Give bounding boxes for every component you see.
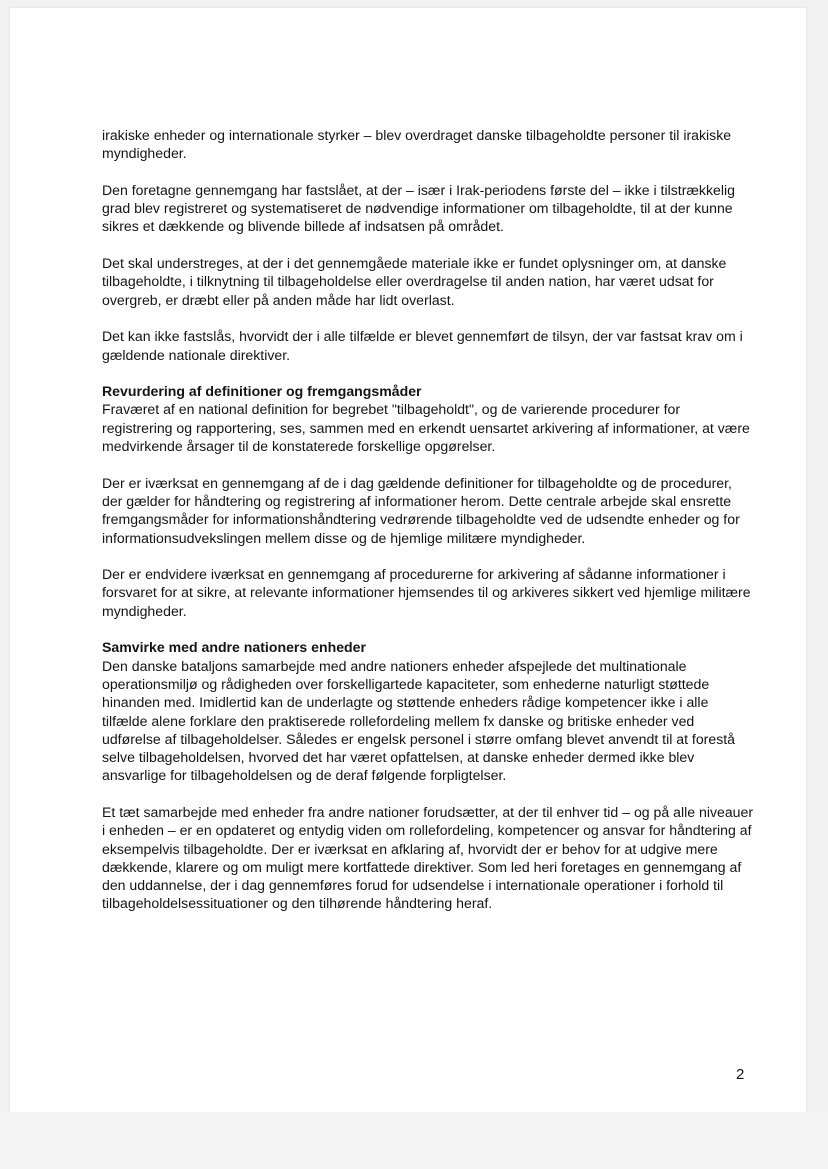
scan-margin bbox=[0, 1112, 828, 1169]
section-heading-samvirke: Samvirke med andre nationers enheder bbox=[102, 639, 366, 656]
paragraph-9: Et tæt samarbejde med enheder fra andre nationer forudsætter, at der til enhver tid – og på alle niveauer i enheden – er en opdateret og entydig viden om rollefordeling, kompetencer og ansvar for håndtering af eksempelvis tilbageholdte. Der er iværksat en afklaring af, hvorvidt der er behov for at udgive mere dækkende, klarere og om muligt mere kortfattede direktiver. Som led heri foretages en gennemgang af den uddannelse, der i dag gennemføres forud for udsendelse i internationale operationer i forhold til tilbageholdelsessituationer og den tilhørende håndtering heraf. bbox=[102, 803, 754, 912]
paragraph-8: Den danske bataljons samarbejde med andre nationers enheder afspejlede det multinationale operationsmiljø og rådigheden over forskelligartede kapaciteter, som enhederne naturligt støttede hinanden med. Imidlertid kan de underlagte og støttende enheders rådige kompetencer ikke i alle tilfælde alene forklare den praktiserede rollefordeling mellem fx danske og britiske enheder ved udførelse af tilbageholdelser. Således er engelsk personel i større omfang blevet anvendt til at forestå selve tilbageholdelsen, hvorved det har været opfattelsen, at danske enheder dermed ikke blev ansvarlige for tilbageholdelsen og de deraf følgende forpligtelser. bbox=[102, 657, 736, 784]
paragraph-4: Det kan ikke fastslås, hvorvidt der i alle tilfælde er blevet gennemført de tilsyn, der var fastsat krav om i gældende nationale direktiver. bbox=[102, 328, 743, 363]
paragraph-2: Den foretagne gennemgang har fastslået, at der – især i Irak-periodens første del – ikke i tilstrækkelig grad blev registreret og systematiseret de nødvendige informationer om tilbageholdte, til at der kunne sikres et dækkende og blivende billede af indsatsen på området. bbox=[102, 181, 735, 235]
section-heading-revurdering: Revurdering af definitioner og fremgangsmåder bbox=[102, 383, 422, 400]
page-number: 2 bbox=[736, 1066, 745, 1083]
paragraph-7: Der er endvidere iværksat en gennemgang af procedurerne for arkivering af sådanne informationer i forsvaret for at sikre, at relevante informationer hjemsendes til og arkiveres sikkert ved hjemlige militære myndigheder. bbox=[102, 566, 751, 619]
paragraph-1: irakiske enheder og internationale styrker – blev overdraget danske tilbageholdte personer til irakiske myndigheder. bbox=[102, 127, 732, 162]
page-body bbox=[102, 126, 754, 931]
document-page bbox=[10, 8, 806, 1112]
paragraph-5: Fraværet af en national definition for begrebet "tilbageholdt", og de varierende procedurer for registrering og rapportering, ses, sammen med en erkendt uensartet arkivering af informationer, at være medvirkende årsager til de konstaterede forskellige opgørelser. bbox=[102, 401, 750, 455]
paragraph-3: Det skal understreges, at der i det gennemgåede materiale ikke er fundet oplysninger om, at danske tilbageholdte, i tilknytning til tilbageholdelse eller overdragelse til anden nation, har været udsat for overgreb, er dræbt eller på anden måde har lidt overlast. bbox=[102, 255, 727, 308]
paragraph-6: Der er iværksat en gennemgang af de i dag gældende definitioner for tilbageholdte og de procedurer, der gælder for håndtering og registrering af informationer herom. Dette centrale arbejde skal ensrette fremgangsmåder for informationshåndtering vedrørende tilbageholdte ved de udsendte enheder og for informationsudvekslingen mellem disse og de hjemlige militære myndigheder. bbox=[102, 474, 740, 546]
